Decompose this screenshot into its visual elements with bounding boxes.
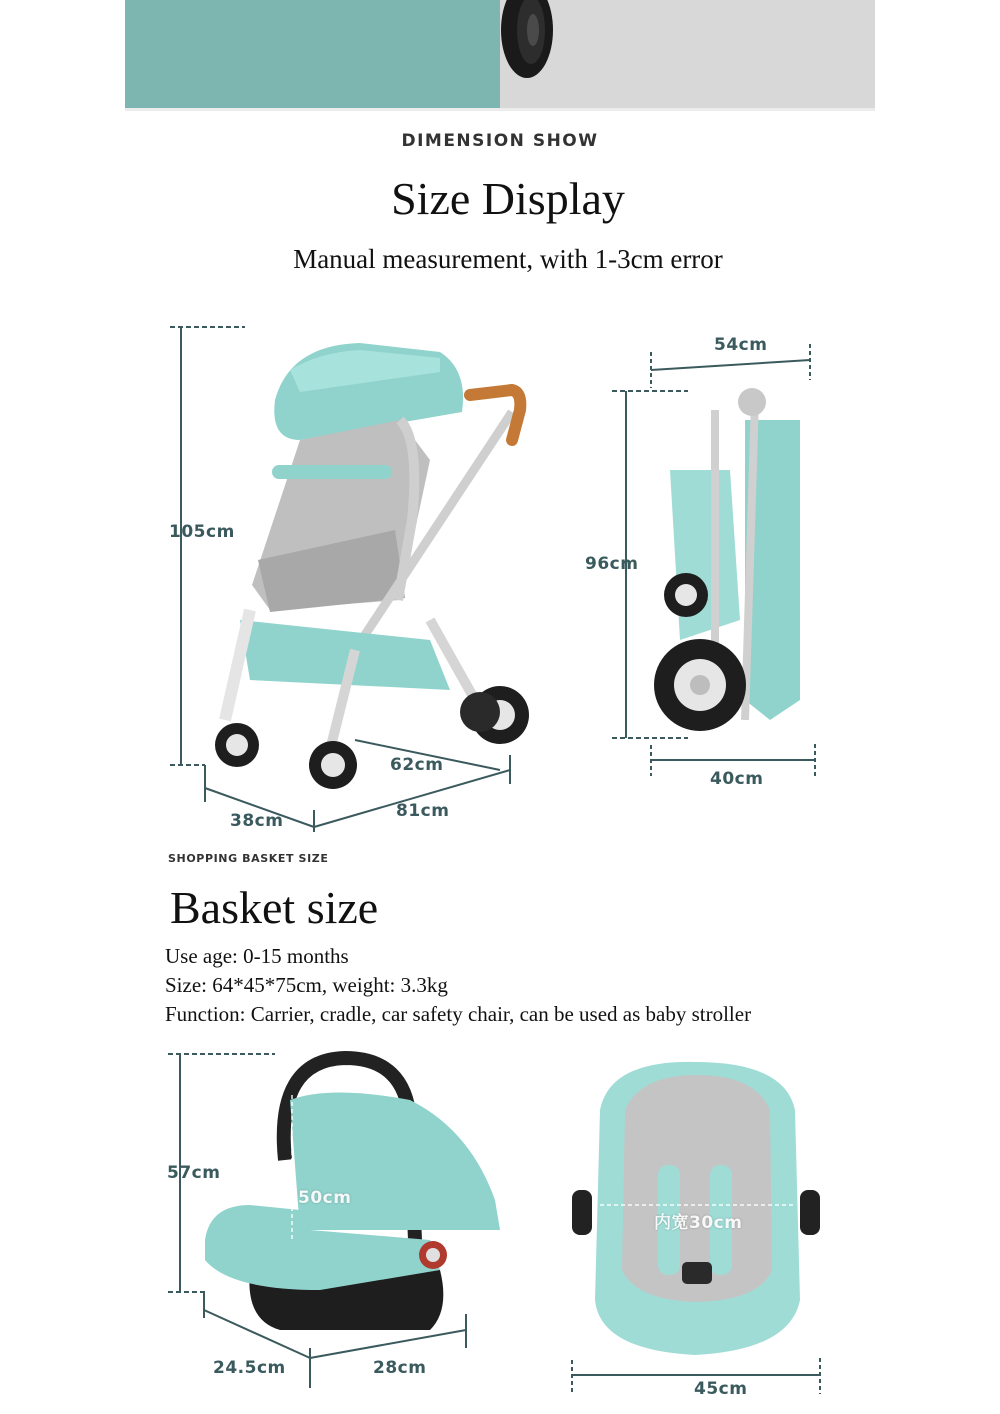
folded-width-label: 54cm — [714, 335, 768, 355]
carrier-inner-width-label: 内宽30cm — [654, 1213, 743, 1233]
basket-spec-size: Size: 64*45*75cm, weight: 3.3kg — [165, 973, 448, 997]
carrier-height-label: 57cm — [167, 1163, 221, 1183]
basket-title: Basket size — [170, 882, 379, 933]
stroller-wheelbase-label: 62cm — [390, 755, 444, 775]
page-title: Size Display — [391, 173, 625, 224]
page-subtitle: Manual measurement, with 1-3cm error — [293, 244, 723, 274]
carrier-length-label: 28cm — [373, 1358, 427, 1378]
shopping-basket-eyebrow: SHOPPING BASKET SIZE — [168, 852, 329, 865]
basket-spec-function: Function: Carrier, cradle, car safety chair, can be used as baby stroller — [165, 1002, 752, 1026]
basket-spec-age: Use age: 0-15 months — [165, 944, 349, 968]
stroller-front-width-label: 38cm — [230, 811, 284, 831]
folded-height-label: 96cm — [585, 554, 639, 574]
carrier-front-width-label: 45cm — [694, 1379, 748, 1399]
stroller-length-label: 81cm — [396, 801, 450, 821]
carrier-width-label: 24.5cm — [213, 1358, 286, 1378]
dimension-show-eyebrow: DIMENSION SHOW — [401, 131, 599, 151]
carrier-inner-height-label: 50cm — [298, 1188, 352, 1208]
stroller-height-label: 105cm — [169, 522, 235, 542]
folded-depth-label: 40cm — [710, 769, 764, 789]
